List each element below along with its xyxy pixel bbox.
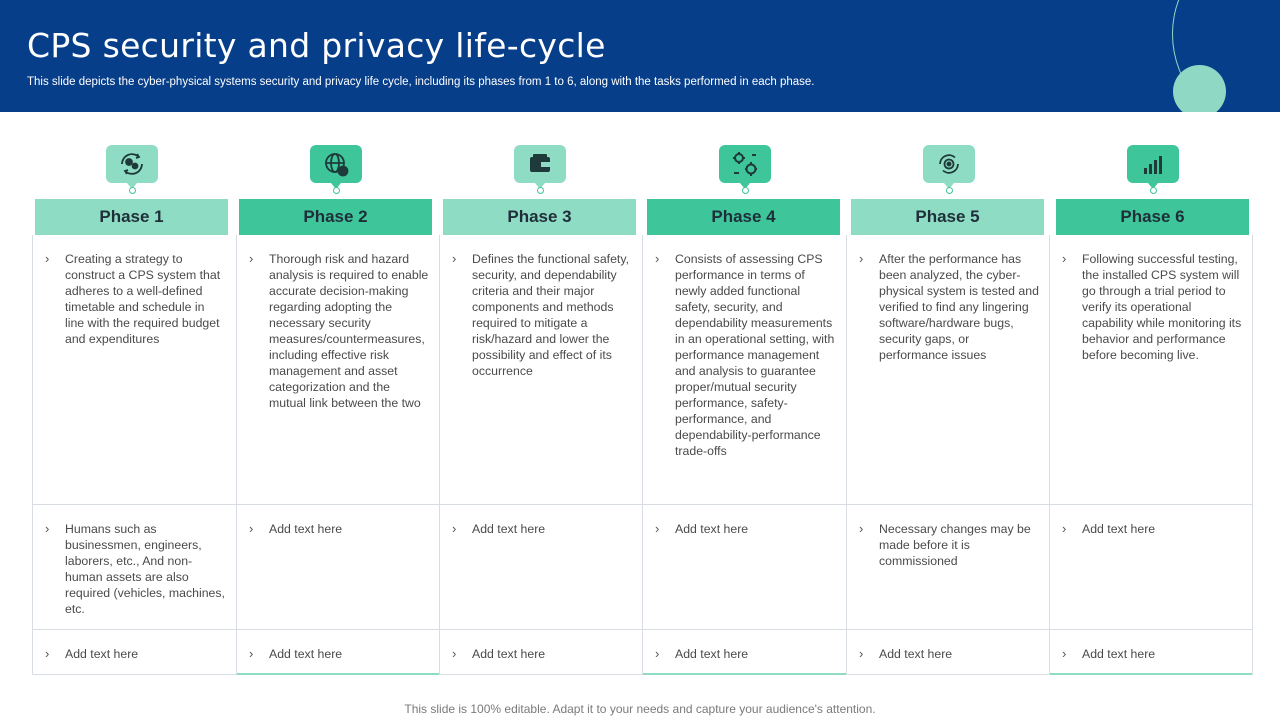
list-item: › Add text here <box>1050 630 1252 675</box>
globe-dollar-icon <box>310 145 362 183</box>
connector-dot <box>129 187 136 194</box>
list-item: › Add text here <box>237 630 440 675</box>
phase-3-header: Phase 3 <box>443 199 636 235</box>
list-item: › Add text here <box>1050 505 1252 630</box>
connector-dot <box>946 187 953 194</box>
bar-chart-icon <box>1127 145 1179 183</box>
connector-dot <box>537 187 544 194</box>
gears-cycle-icon <box>106 145 158 183</box>
phase-4-column <box>642 235 846 675</box>
phase-1-header: Phase 1 <box>35 199 228 235</box>
phase-5-header: Phase 5 <box>851 199 1044 235</box>
wallet-icon <box>514 145 566 183</box>
page-title: CPS security and privacy life-cycle <box>27 26 606 65</box>
connector-dot <box>1150 187 1157 194</box>
list-item: › Defines the functional safety, security, and dependability criteria and their major components and methods required to mitigate a risk/hazard and lower the possibility and effect of its occurrence <box>440 235 643 505</box>
list-item: › Consists of assessing CPS performance in terms of newly added functional safety, security, and dependability measurements in an operational setting, with performance management and analysis to guarantee proper/mutual security performance, safety-performance, and dependability-performance trade-offs <box>643 235 846 505</box>
list-item: › Thorough risk and hazard analysis is required to enable accurate decision-making regarding adopting the necessary security measures/countermeasures, including effective risk management and asset categorization and the mutual link between the two <box>237 235 440 505</box>
phase-6-column <box>1049 235 1253 675</box>
connector-dot <box>333 187 340 194</box>
connector-dot <box>742 187 749 194</box>
list-item: › Creating a strategy to construct a CPS system that adheres to a well-defined timetable and schedule in line with the required budget and expenditures <box>33 235 236 505</box>
list-item: › Add text here <box>237 505 440 630</box>
phase-5-column <box>846 235 1050 675</box>
list-item: › Add text here <box>33 630 236 675</box>
list-item: › Add text here <box>440 630 643 675</box>
list-item: › Add text here <box>643 505 846 630</box>
phase-6-header: Phase 6 <box>1056 199 1249 235</box>
phase-3-column <box>439 235 643 675</box>
phase-2-header: Phase 2 <box>239 199 432 235</box>
target-cycle-icon <box>923 145 975 183</box>
page-subtitle: This slide depicts the cyber-physical systems security and privacy life cycle, including its phases from 1 to 6, along with the tasks performed in each phase. <box>27 76 815 88</box>
gears-network-icon <box>719 145 771 183</box>
phase-1-column <box>32 235 236 675</box>
list-item: › Add text here <box>643 630 846 675</box>
list-item: › Following successful testing, the installed CPS system will go through a trial period to verify its operational capability while monitoring its behavior and performance before becoming live. <box>1050 235 1252 505</box>
decorative-circle <box>1173 65 1226 112</box>
list-item: › After the performance has been analyzed, the cyber-physical system is tested and verified to find any lingering software/hardware bugs, security gaps, or performance issues <box>847 235 1050 505</box>
list-item: › Add text here <box>847 630 1050 675</box>
list-item: › Add text here <box>440 505 643 630</box>
phase-2-column <box>236 235 440 675</box>
footer-note: This slide is 100% editable. Adapt it to your needs and capture your audience's attention. <box>404 702 876 716</box>
phase-4-header: Phase 4 <box>647 199 840 235</box>
slide-header <box>0 0 1280 112</box>
list-item: › Necessary changes may be made before it is commissioned <box>847 505 1050 630</box>
list-item: › Humans such as businessmen, engineers, laborers, etc., And non-human assets are also required (vehicles, machines, etc. <box>33 505 236 630</box>
